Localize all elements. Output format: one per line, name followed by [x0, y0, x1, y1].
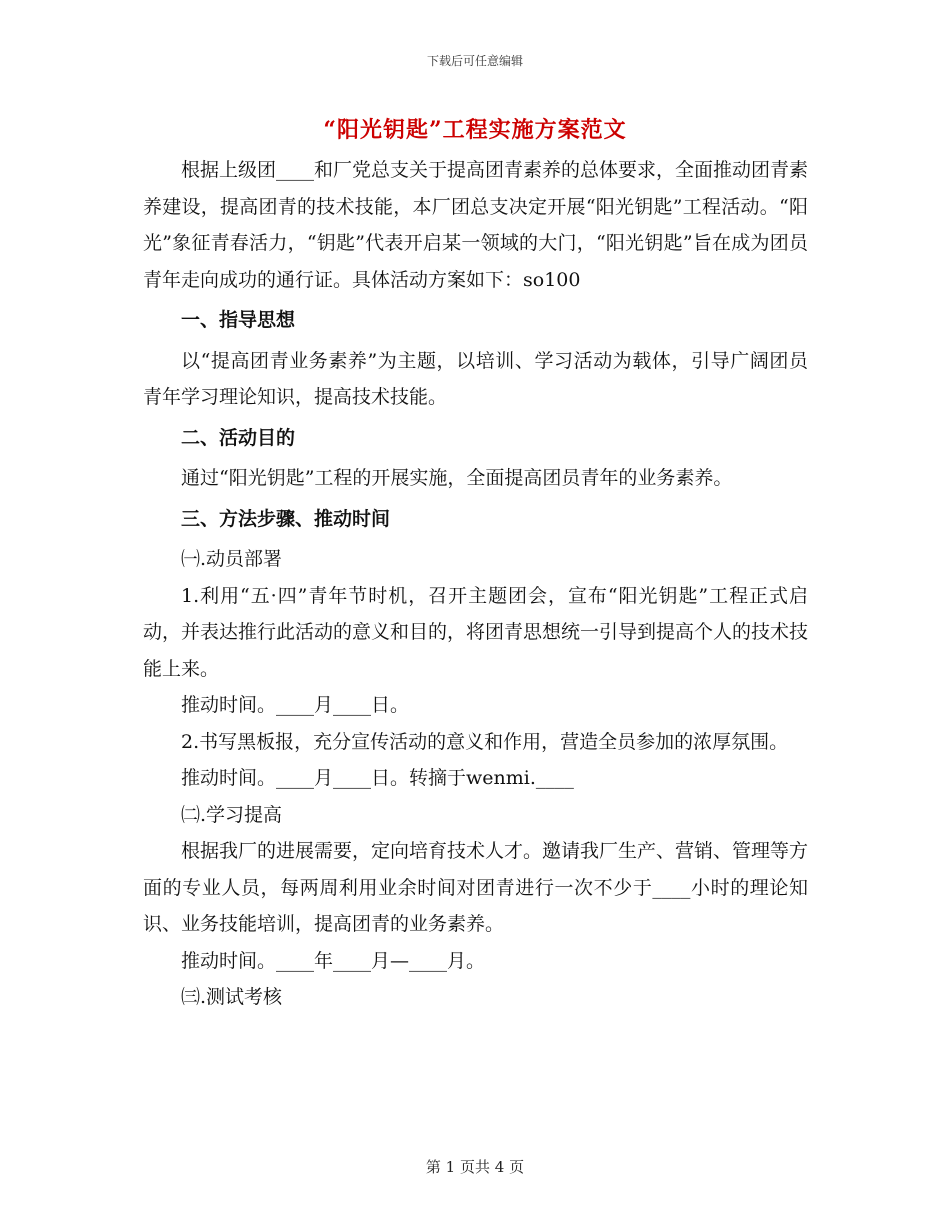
section-heading-activity-purpose: 二、活动目的	[181, 426, 296, 449]
step-2-paragraph: 2.书写黑板报，充分宣传活动的意义和作用，营造全员参加的浓厚氛围。	[181, 730, 789, 753]
step-1-paragraph: 1.利用“五·四”青年节时机，召开主题团会，宣布“阳光钥匙”工程正式启动，并表达推行此活动的意义和目的，将团青思想统一引导到提高个人的技术技能上来。	[143, 584, 809, 680]
document-body	[143, 152, 808, 1016]
step-2-time: 推动时间。____月____日。转摘于wenmi.____	[181, 767, 574, 789]
section-heading-guiding-thought: 一、指导思想	[181, 309, 296, 331]
learning-paragraph: 根据我厂的进展需要，定向培育技术人才。邀请我厂生产、营销、管理等方面的专业人员，每两周利用业余时间对团青进行一次不少于____小时的理论知识、业务技能培训，提高团青的业务素养。	[143, 840, 809, 935]
subsection-learning: ㈡.学习提高	[181, 803, 283, 826]
guiding-thought-paragraph: 以“提高团青业务素养”为主题，以培训、学习活动为载体，引导广阔团员青年学习理论知识，提高技术技能。	[143, 349, 808, 408]
learning-time: 推动时间。____年____月—____月。	[181, 949, 486, 972]
step-1-time: 推动时间。____月____日。	[181, 694, 410, 716]
subsection-testing: ㈢.测试考核	[181, 986, 283, 1008]
document-title: “阳光钥匙”工程实施方案范文	[323, 117, 627, 143]
subsection-mobilization: ㈠.动员部署	[181, 548, 283, 570]
activity-purpose-paragraph: 通过“阳光钥匙”工程的开展实施，全面提高团员青年的业务素养。	[181, 467, 733, 489]
intro-paragraph: 根据上级团____和厂党总支关于提高团青素养的总体要求，全面推动团青素养建设，提高团青的技术技能，本厂团总支决定开展“阳光钥匙”工程活动。“阳光”象征青春活力，“钥匙”代表开启某一领域的大门，“阳光钥匙”旨在成为团员青年走向成功的通行证。具体活动方案如下：so100	[143, 159, 809, 291]
section-heading-methods: 三、方法步骤、推动时间	[181, 507, 391, 530]
header-note: 下载后可任意编辑	[426, 54, 523, 68]
page-number: 第 1 页共 4 页	[425, 1158, 525, 1176]
